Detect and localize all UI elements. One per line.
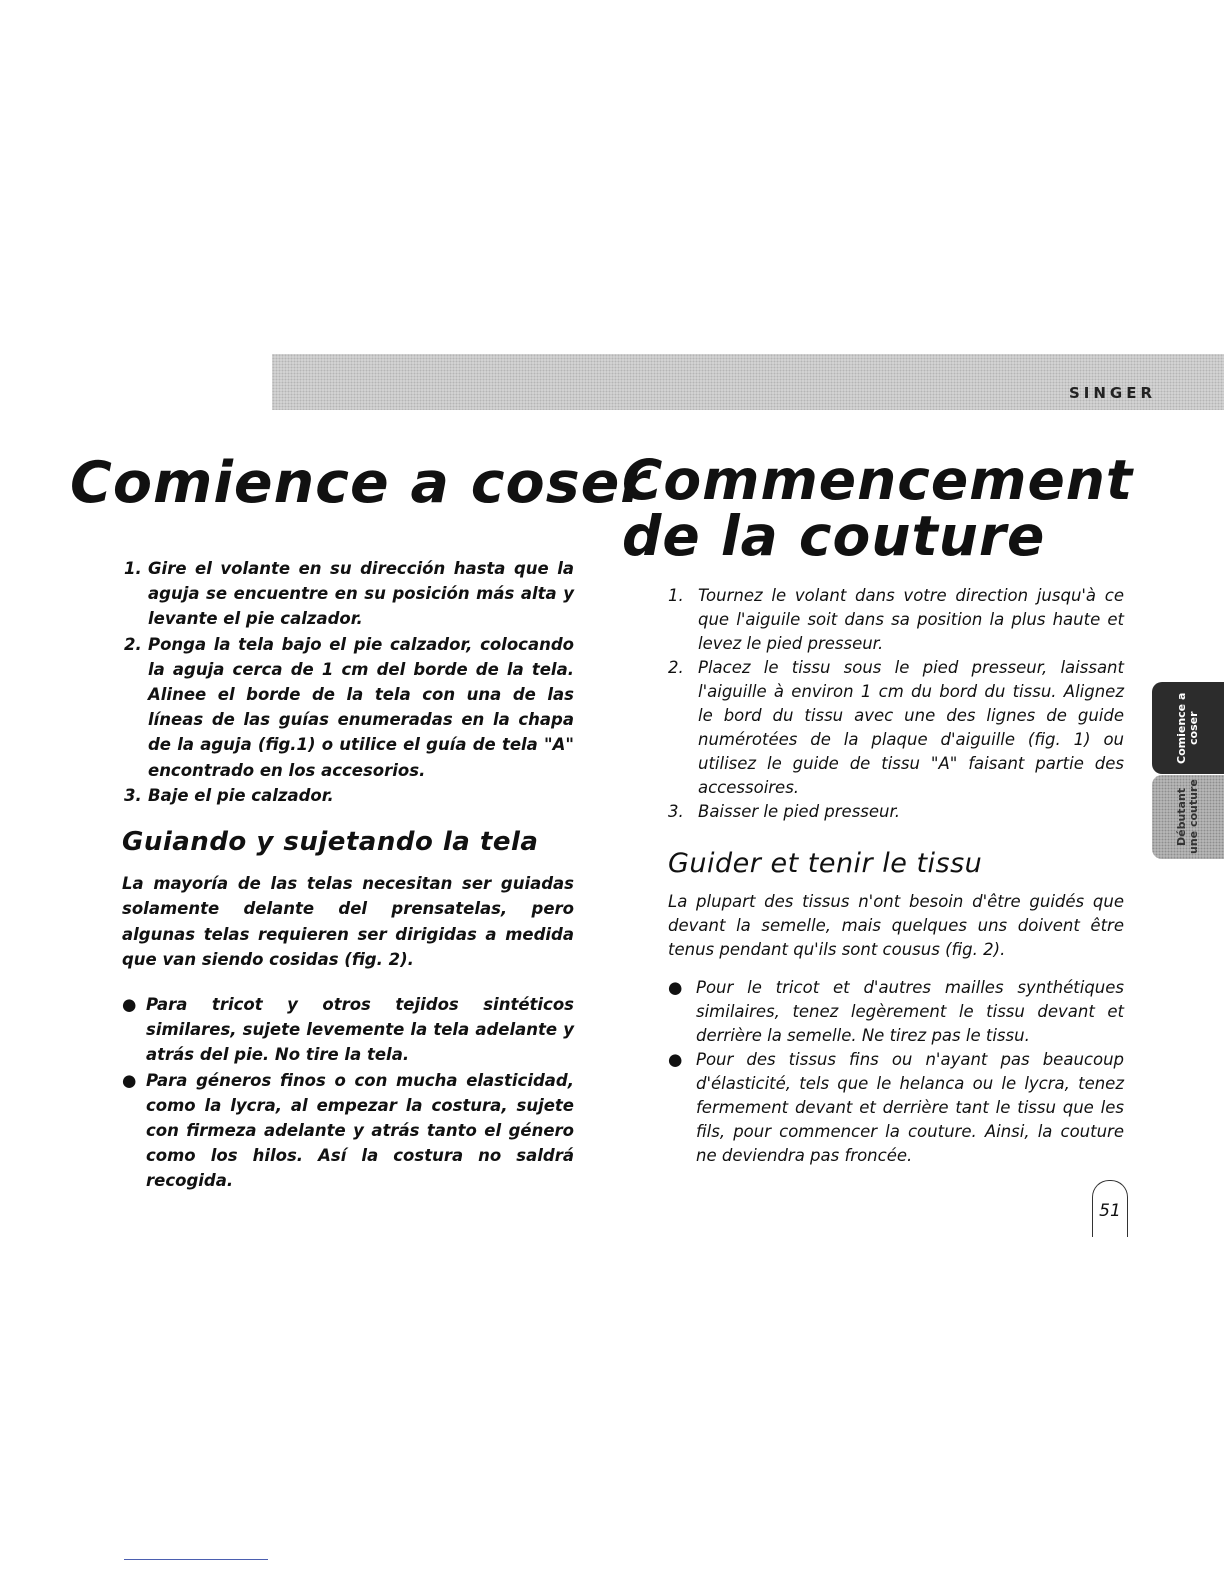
french-bullets [668, 976, 1124, 1168]
bullet-text: Pour des tissus fins ou n'ayant pas beaucoup d'élasticité, tels que le helanca ou le lycra, tenez fermement devant et derrière tant le tissu que les fils, pour commencer la couture. Ainsi, la couture ne deviendra pas froncée. [696, 1050, 1124, 1165]
spanish-bullets [122, 992, 574, 1194]
french-subheading: Guider et tenir le tissu [668, 848, 983, 879]
list-item [124, 783, 574, 808]
list-item [122, 1068, 574, 1194]
bullet-icon: ● [122, 1070, 137, 1090]
french-column [668, 584, 1124, 1168]
list-item [668, 800, 1124, 824]
spanish-paragraph: La mayoría de las telas necesitan ser guiadas solamente delante del prensatelas, pero algunas telas requieren ser dirigidas a medida que van siendo cosidas (fig. 2). [122, 874, 574, 969]
list-item [668, 976, 1124, 1048]
list-item [124, 632, 574, 783]
page-number [1092, 1180, 1128, 1237]
tab-label: Débutant une couture [1175, 779, 1200, 855]
page-number-text: 51 [1099, 1201, 1121, 1221]
tab-label: Comience a coser [1175, 692, 1200, 764]
spanish-subheading: Guiando y sujetando la tela [122, 827, 539, 858]
list-item [122, 992, 574, 1068]
french-paragraph: La plupart des tissus n'ont besoin d'être guidés que devant la semelle, mais quelques uns doivent être tenus pendant qu'ils sont cousus (fig. 2). [668, 892, 1124, 959]
step-number: 3. [124, 785, 142, 805]
step-text: Placez le tissu sous le pied presseur, laissant l'aiguille à environ 1 cm du bord du tissu. Alignez le bord du tissu avec une des lignes de guide numérotées de la plaque d'aiguille (fig. 1) ou utilisez le guide de tissu "A" faisant partie des accessoires. [698, 658, 1124, 797]
step-text: Ponga la tela bajo el pie calzador, colocando la aguja cerca de 1 cm del borde de la tela. Alinee el borde de la tela con una de las líneas de las guías enumeradas en la chapa de la aguja (fig.1) o utilice el guía de tela "A" encontrado en los accesorios. [148, 634, 574, 780]
french-title-line1: Commencement [622, 448, 1134, 512]
step-number: 1. [668, 586, 684, 605]
list-item [124, 556, 574, 632]
step-text: Tournez le volant dans votre direction jusqu'à ce que l'aiguile soit dans sa position la plus haute et levez le pied presseur. [698, 586, 1124, 653]
step-text: Gire el volante en su dirección hasta que la aguja se encuentre en su posición más alta y levante el pie calzador. [148, 559, 574, 629]
brand-logo: SINGER [1068, 384, 1156, 402]
step-number: 1. [124, 559, 142, 578]
step-text: Baisser le pied presseur. [698, 802, 901, 821]
spanish-steps [124, 556, 574, 808]
list-item [668, 656, 1124, 800]
tab-debutant-une-couture[interactable] [1152, 775, 1224, 859]
header-band [272, 354, 1224, 410]
step-number: 2. [668, 658, 684, 677]
bullet-text: Pour le tricot et d'autres mailles synthétiques similaires, tenez legèrement le tissu devant et derrière la semelle. Ne tirez pas le tissu. [696, 978, 1124, 1045]
bullet-icon: ● [668, 978, 683, 997]
footer-rule [124, 1559, 268, 1560]
bullet-text: Para tricot y otros tejidos sintéticos similares, sujete levemente la tela adelante y atrás del pie. No tire la tela. [146, 995, 574, 1065]
bullet-icon: ● [122, 995, 137, 1015]
list-item [668, 1048, 1124, 1168]
list-item [668, 584, 1124, 656]
french-steps [668, 584, 1124, 824]
spanish-column [122, 556, 574, 1194]
step-text: Baje el pie calzador. [148, 785, 334, 805]
french-title [622, 448, 1134, 568]
spanish-title: Comience a coser [70, 450, 650, 516]
tab-comience-a-coser[interactable] [1152, 682, 1224, 774]
step-number: 3. [668, 802, 684, 821]
step-number: 2. [124, 634, 142, 654]
bullet-icon: ● [668, 1050, 683, 1069]
french-title-line2: de la couture [622, 504, 1046, 568]
bullet-text: Para géneros finos o con mucha elasticidad, como la lycra, al empezar la costura, sujete con firmeza adelante y atrás tanto el género como los hilos. Así la costura no saldrá recogida. [146, 1070, 574, 1191]
